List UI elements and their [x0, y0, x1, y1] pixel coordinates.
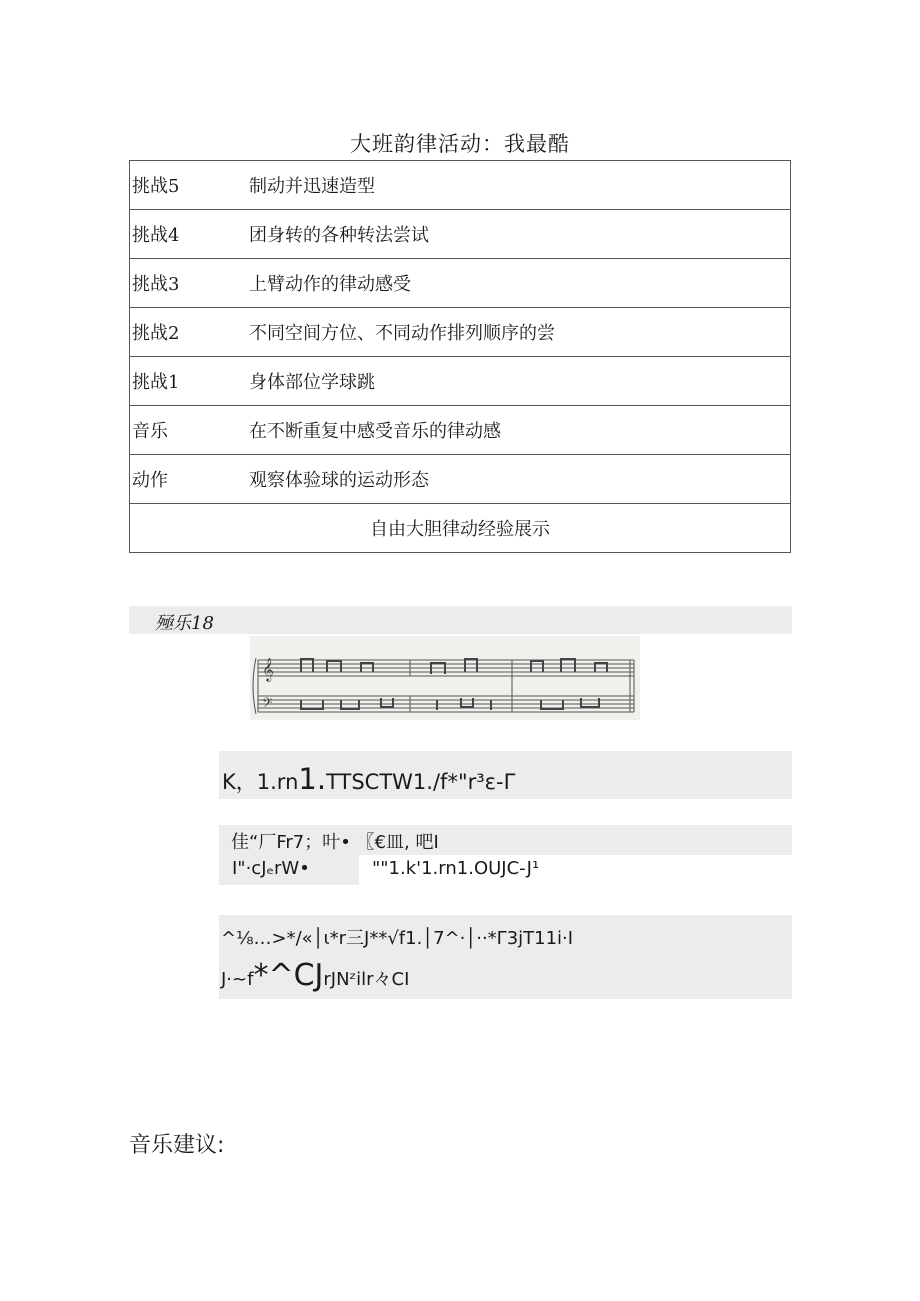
sheet-music-image: [250, 636, 640, 720]
garbled-text: 1.: [298, 762, 327, 796]
table-footer: 自由大胆律动经验展示: [130, 504, 791, 553]
garbled-text: I"·cJₑrW•: [232, 858, 310, 879]
svg-text:𝄞: 𝄞: [262, 657, 274, 681]
garbled-text: rJNᶻilr々CI: [323, 969, 410, 990]
table-row: [130, 259, 791, 308]
document-title: 大班韵律活动：我最酷: [350, 132, 570, 156]
row-content: 身体部位学球跳: [247, 357, 791, 406]
garbled-text: K，1.rn: [222, 770, 299, 794]
section-title: 音乐建议:: [129, 1133, 225, 1158]
garbled-text-line: [222, 762, 515, 796]
table-row: [130, 455, 791, 504]
row-label: 动作: [130, 455, 248, 504]
row-content: 制动并迅速造型: [247, 161, 791, 210]
row-content: 上臂动作的律动感受: [247, 259, 791, 308]
row-content: 在不断重复中感受音乐的律动感: [247, 406, 791, 455]
music-label-band: [129, 606, 792, 634]
row-label: 挑战4: [130, 210, 248, 259]
row-label: 挑战1: [130, 357, 248, 406]
row-label: 挑战5: [130, 161, 248, 210]
row-content: 不同空间方位、不同动作排列顺序的尝: [247, 308, 791, 357]
garbled-text: ^⅛…>*/«│ι*r三J**√f1.│7^·│··*Γ3jT11i·I: [221, 928, 574, 949]
garbled-text: *^CJ: [253, 958, 324, 993]
row-label: 挑战3: [130, 259, 248, 308]
garbled-text-line: [221, 958, 409, 993]
table-row: [130, 210, 791, 259]
sheet-music-icon: [250, 636, 640, 720]
table-footer-row: [130, 504, 791, 553]
row-label: 挑战2: [130, 308, 248, 357]
row-label: 音乐: [130, 406, 248, 455]
table-row: [130, 406, 791, 455]
svg-text:𝄢: 𝄢: [262, 695, 273, 714]
activity-table: [129, 160, 791, 553]
row-content: 观察体验球的运动形态: [247, 455, 791, 504]
garbled-text: J·~f: [221, 969, 254, 990]
garbled-text: ""1.k'1.rn1.OUJC-J¹: [372, 858, 540, 879]
music-label: 殛乐18: [155, 613, 214, 634]
garbled-text: 佳“厂Fr7；叶• 〖€皿, 吧I: [231, 832, 439, 853]
garbled-text: TTSCTW1./f*"r³ε-Γ: [326, 770, 516, 794]
table-row: [130, 357, 791, 406]
table-row: [130, 308, 791, 357]
row-content: 团身转的各种转法尝试: [247, 210, 791, 259]
table-row: [130, 161, 791, 210]
